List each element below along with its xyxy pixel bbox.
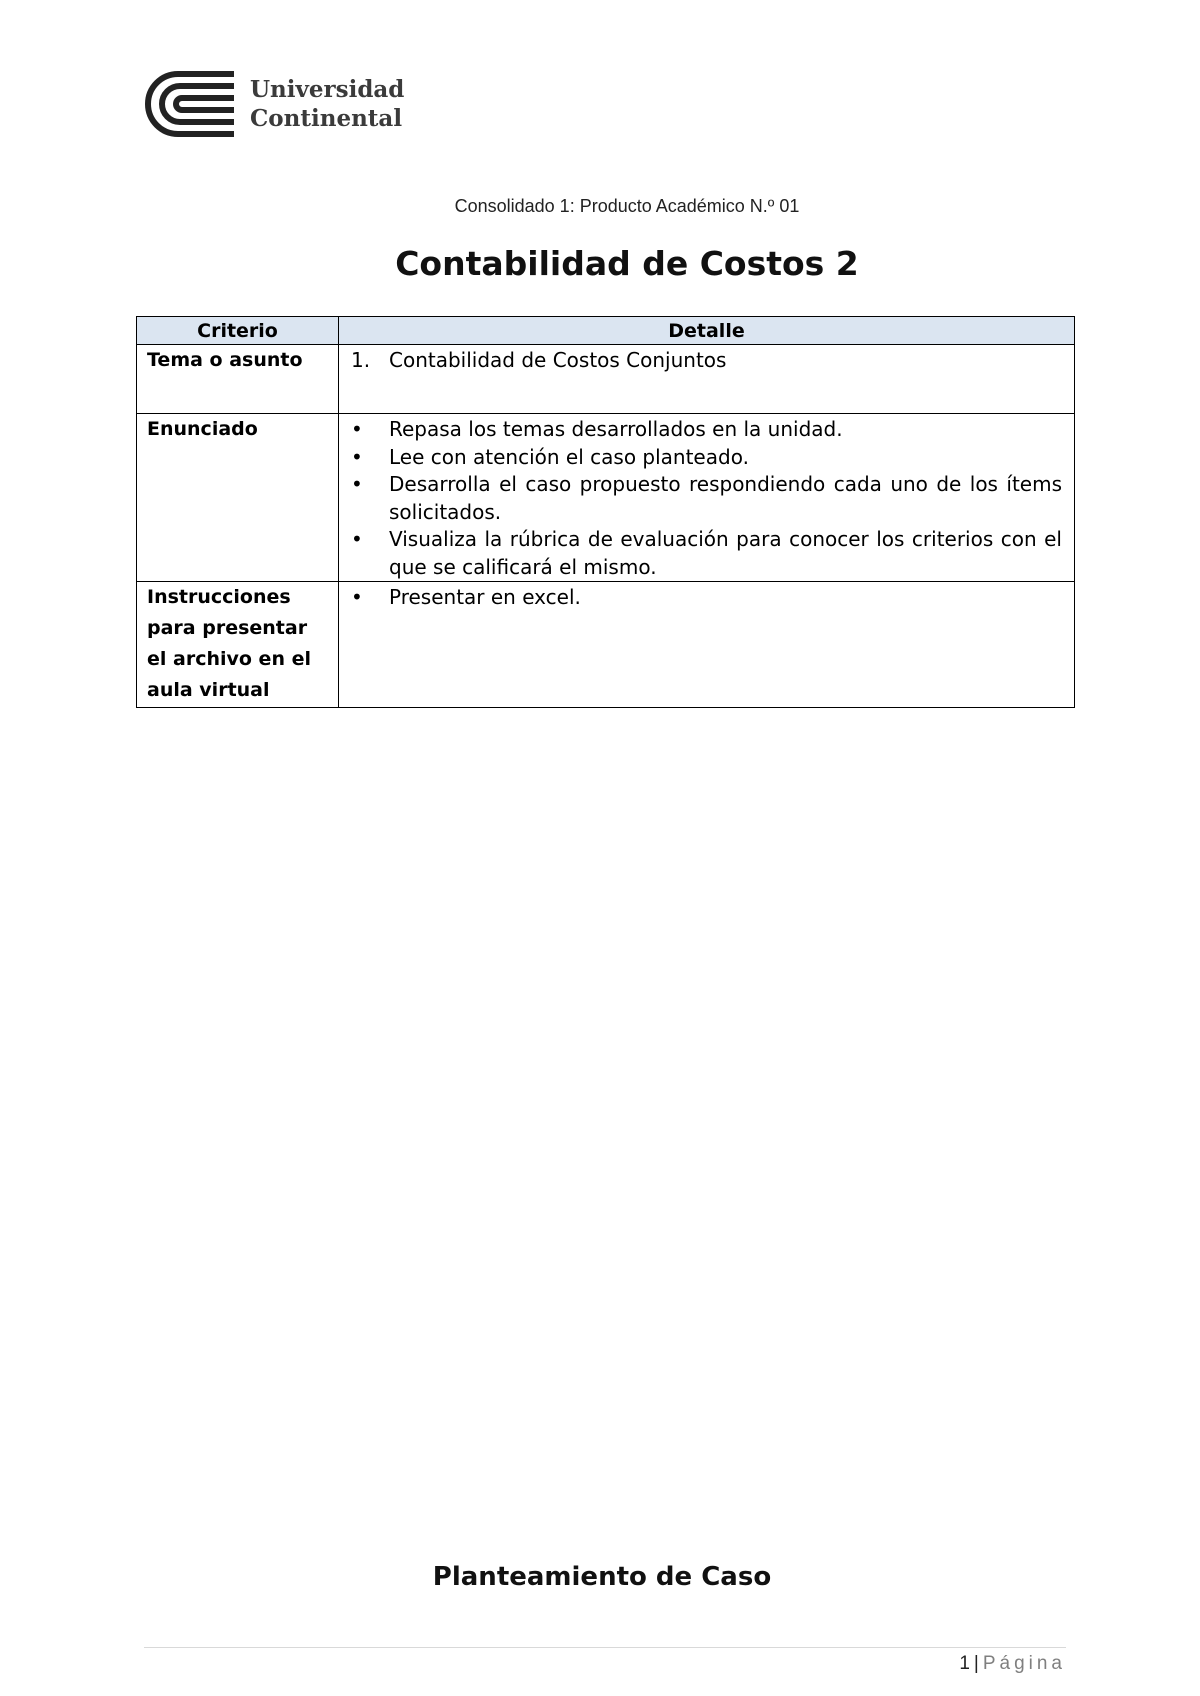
list-item — [349, 526, 1062, 581]
list-item — [349, 416, 1062, 444]
document-title: Contabilidad de Costos 2 — [395, 244, 859, 283]
table-header-row — [137, 317, 1075, 345]
criterion-enunciado: Enunciado — [137, 414, 339, 582]
bullet-icon: • — [351, 444, 363, 469]
detail-instrucciones — [339, 582, 1075, 708]
footer-divider — [144, 1647, 1066, 1648]
list-item-text: Presentar en excel. — [389, 585, 581, 609]
table-row — [137, 345, 1075, 414]
bullet-icon: • — [351, 527, 363, 551]
document-subtitle: Consolidado 1: Producto Académico N.º 01 — [454, 196, 800, 216]
table-row — [137, 414, 1075, 582]
list-item — [349, 444, 1062, 472]
list-item-text: Desarrolla el caso propuesto respondiendo cada uno de los ítems solicitados. — [389, 472, 1062, 524]
page-number: 1 — [959, 1653, 970, 1674]
bullet-icon: • — [351, 472, 363, 496]
list-item-text: Lee con atención el caso planteado. — [389, 444, 749, 469]
list-item — [349, 584, 1062, 612]
university-emblem-icon — [144, 70, 234, 138]
bullet-icon: • — [351, 417, 363, 441]
criterion-tema: Tema o asunto — [137, 345, 339, 414]
list-number: 1. — [351, 348, 371, 372]
header-detalle: Detalle — [339, 317, 1075, 345]
list-item — [349, 347, 1062, 375]
university-logo — [144, 70, 404, 138]
detail-tema — [339, 345, 1075, 414]
table-row — [137, 582, 1075, 708]
page-footer — [959, 1653, 1066, 1675]
section-title: Planteamiento de Caso — [432, 1562, 772, 1592]
footer-separator: | — [973, 1653, 979, 1674]
logo-line-1: Universidad — [250, 76, 405, 103]
logo-line-2: Continental — [250, 105, 403, 132]
list-item — [349, 471, 1062, 526]
bullet-icon: • — [351, 585, 363, 609]
criterion-instrucciones: Instrucciones para presentar el archivo en el aula virtual — [137, 582, 339, 708]
list-item-text: Repasa los temas desarrollados en la unidad. — [389, 417, 843, 441]
page-label: Página — [982, 1653, 1066, 1674]
list-item-text: Contabilidad de Costos Conjuntos — [389, 348, 727, 372]
list-item-text: Visualiza la rúbrica de evaluación para conocer los criterios con el que se calificará el mismo. — [389, 527, 1062, 579]
detail-enunciado — [339, 414, 1075, 582]
header-criterio: Criterio — [137, 317, 339, 345]
criteria-table — [136, 316, 1075, 708]
